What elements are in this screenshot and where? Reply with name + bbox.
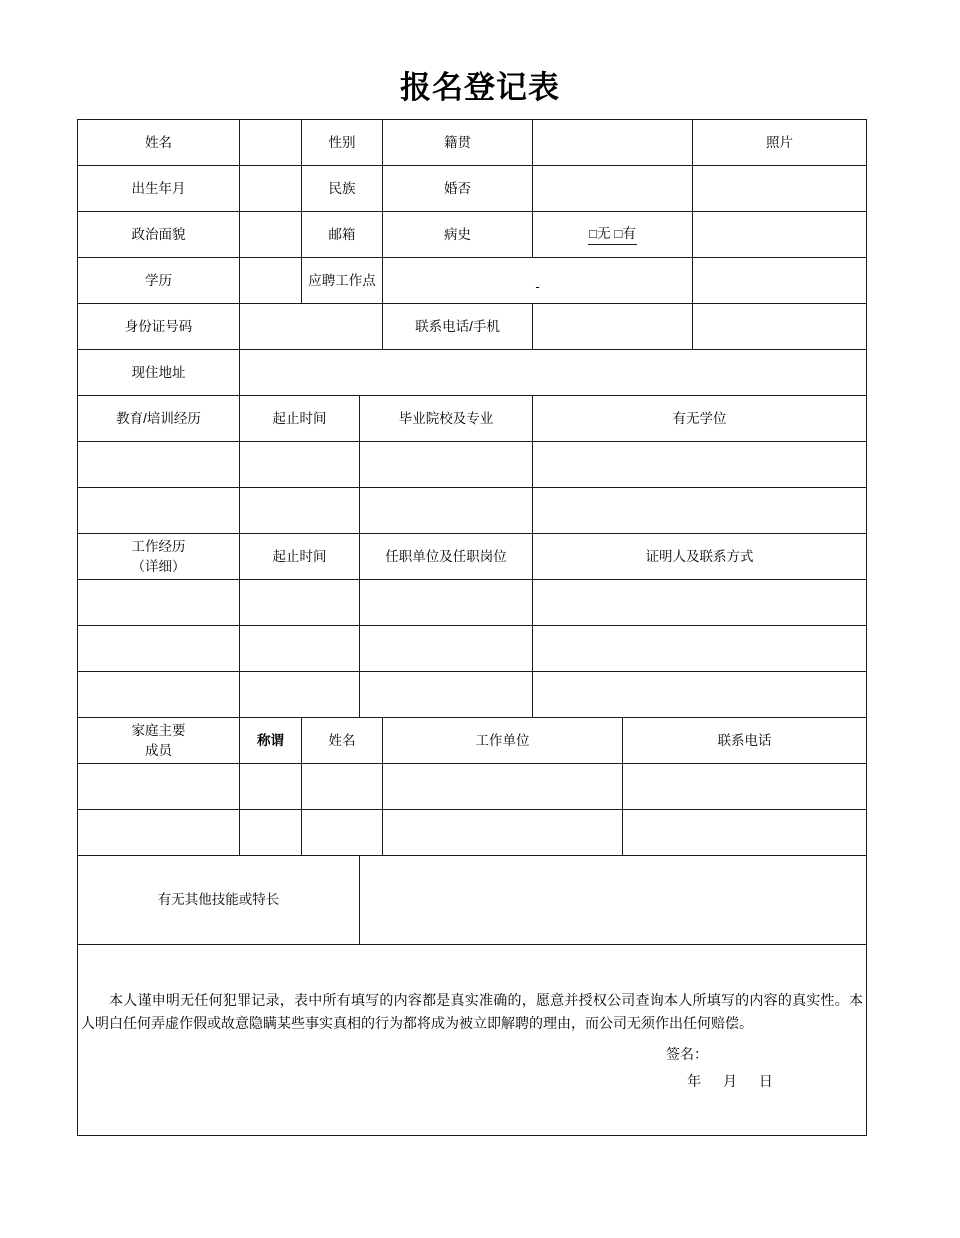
label-email: 邮箱: [302, 212, 383, 258]
family-label-line2: 成员: [145, 742, 172, 758]
value-current-address[interactable]: [240, 350, 867, 396]
work-label-line2: （详细）: [131, 558, 186, 574]
label-phone: 联系电话/手机: [383, 304, 533, 350]
work-entry-employer-3[interactable]: [360, 672, 533, 718]
family-entry-name-1[interactable]: [302, 764, 383, 810]
work-col-employer: 任职单位及任职岗位: [360, 534, 533, 580]
family-col-phone: 联系电话: [623, 718, 867, 764]
value-marital-status[interactable]: [533, 166, 693, 212]
education-entry-degree-1[interactable]: [533, 442, 867, 488]
label-current-address: 现住地址: [78, 350, 240, 396]
education-entry-degree-2[interactable]: [533, 488, 867, 534]
work-entry-employer-2[interactable]: [360, 626, 533, 672]
education-entry-label-1[interactable]: [78, 442, 240, 488]
table-row-work-entry: [78, 580, 867, 626]
table-row-declaration: [78, 945, 867, 1136]
work-entry-period-3[interactable]: [240, 672, 360, 718]
family-entry-name-2[interactable]: [302, 810, 383, 856]
label-political-status: 政治面貌: [78, 212, 240, 258]
label-education-section: 教育/培训经历: [78, 396, 240, 442]
label-ethnicity: 民族: [302, 166, 383, 212]
label-photo: 照片: [693, 120, 867, 166]
table-row-work-entry: [78, 672, 867, 718]
table-row-education-level: [78, 258, 867, 304]
value-political-status[interactable]: [240, 212, 302, 258]
table-row-work-header: [78, 534, 867, 580]
table-row-family-entry: [78, 810, 867, 856]
photo-box-lower[interactable]: [693, 258, 867, 304]
family-entry-phone-2[interactable]: [623, 810, 867, 856]
table-row-name: [78, 120, 867, 166]
table-row-family-entry: [78, 764, 867, 810]
table-row-skills: [78, 856, 867, 945]
label-gender: 性别: [302, 120, 383, 166]
table-row-education-entry: [78, 488, 867, 534]
value-native-place[interactable]: [533, 120, 693, 166]
table-row-id-number: [78, 304, 867, 350]
education-entry-school-2[interactable]: [360, 488, 533, 534]
work-entry-reference-3[interactable]: [533, 672, 867, 718]
family-entry-relation-2[interactable]: [240, 810, 302, 856]
table-row-political: [78, 212, 867, 258]
value-birth-date[interactable]: [240, 166, 302, 212]
value-education-level[interactable]: [240, 258, 302, 304]
work-entry-reference-1[interactable]: [533, 580, 867, 626]
value-name[interactable]: [240, 120, 302, 166]
date-label: 年 月 日: [687, 1072, 782, 1089]
family-entry-employer-2[interactable]: [383, 810, 623, 856]
label-native-place: 籍贯: [383, 120, 533, 166]
medical-history-checkboxes[interactable]: □无 □有: [588, 224, 637, 246]
label-marital-status: 婚否: [383, 166, 533, 212]
photo-box-mid[interactable]: [693, 212, 867, 258]
declaration-cell: [78, 945, 867, 1136]
page-title: 报名登记表: [400, 70, 560, 105]
photo-box-bottom[interactable]: [693, 304, 867, 350]
work-label-line1: 工作经历: [131, 538, 186, 554]
table-row-birth: [78, 166, 867, 212]
family-col-name: 姓名: [302, 718, 383, 764]
family-col-relation: 称谓: [240, 718, 302, 764]
table-row-family-header: [78, 718, 867, 764]
family-entry-phone-1[interactable]: [623, 764, 867, 810]
signature-label: 签名：: [666, 1046, 708, 1063]
applied-work-location-text: -: [535, 279, 540, 294]
work-entry-reference-2[interactable]: [533, 626, 867, 672]
label-birth-date: 出生年月: [78, 166, 240, 212]
work-entry-label-3[interactable]: [78, 672, 240, 718]
value-medical-history[interactable]: [533, 212, 693, 258]
work-entry-employer-1[interactable]: [360, 580, 533, 626]
label-skills: 有无其他技能或特长: [78, 856, 360, 945]
table-row-address: [78, 350, 867, 396]
education-entry-label-2[interactable]: [78, 488, 240, 534]
label-education-level: 学历: [78, 258, 240, 304]
table-row-education-header: [78, 396, 867, 442]
value-phone[interactable]: [533, 304, 693, 350]
education-entry-period-1[interactable]: [240, 442, 360, 488]
family-entry-employer-1[interactable]: [383, 764, 623, 810]
label-family-section: [78, 718, 240, 764]
work-entry-period-2[interactable]: [240, 626, 360, 672]
table-row-work-entry: [78, 626, 867, 672]
family-entry-label-2[interactable]: [78, 810, 240, 856]
family-entry-label-1[interactable]: [78, 764, 240, 810]
value-id-number[interactable]: [240, 304, 383, 350]
education-col-school: 毕业院校及专业: [360, 396, 533, 442]
education-col-degree: 有无学位: [533, 396, 867, 442]
label-id-number: 身份证号码: [78, 304, 240, 350]
registration-form-table: [77, 119, 867, 1136]
label-applied-work-location: 应聘工作点: [302, 258, 383, 304]
education-entry-period-2[interactable]: [240, 488, 360, 534]
label-name: 姓名: [78, 120, 240, 166]
label-work-section: [78, 534, 240, 580]
education-col-period: 起止时间: [240, 396, 360, 442]
value-applied-work-location[interactable]: [383, 258, 693, 304]
family-entry-relation-1[interactable]: [240, 764, 302, 810]
declaration-paragraph: 本人谨申明无任何犯罪记录，表中所有填写的内容都是真实准确的，愿意并授权公司查询本人所填写的内容的真实性。本人明白任何弄虚作假或故意隐瞒某些事实真相的行为都将成为被立即解聘的理由，而公司无须作出任何赔偿。: [81, 992, 863, 1031]
education-entry-school-1[interactable]: [360, 442, 533, 488]
work-col-reference: 证明人及联系方式: [533, 534, 867, 580]
family-col-employer: 工作单位: [383, 718, 623, 764]
work-entry-period-1[interactable]: [240, 580, 360, 626]
family-label-line1: 家庭主要: [131, 722, 186, 738]
label-medical-history: 病史: [383, 212, 533, 258]
table-row-education-entry: [78, 442, 867, 488]
photo-box-upper[interactable]: [693, 166, 867, 212]
work-entry-label-2[interactable]: [78, 626, 240, 672]
work-entry-label-1[interactable]: [78, 580, 240, 626]
value-skills[interactable]: [360, 856, 867, 945]
work-col-period: 起止时间: [240, 534, 360, 580]
